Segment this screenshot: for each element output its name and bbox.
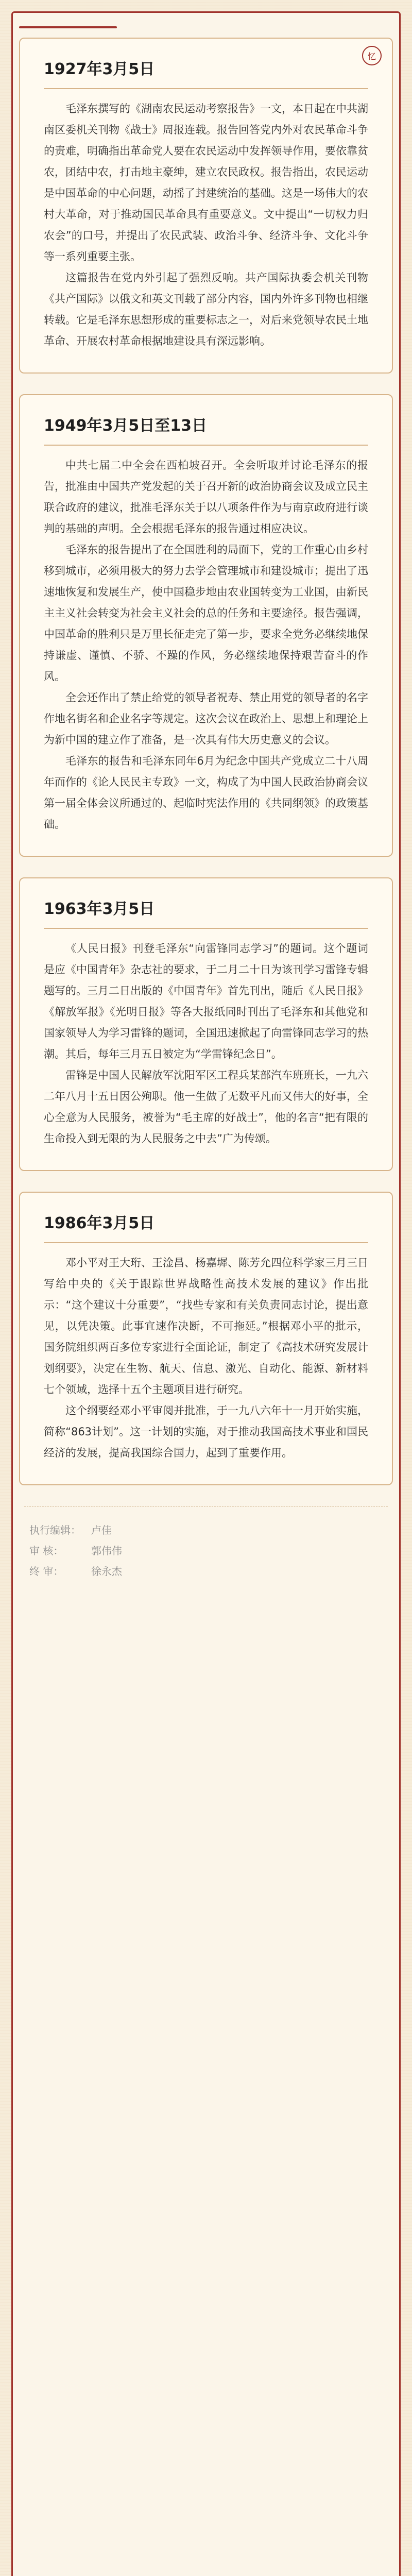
entry-date: 1963年3月5日 xyxy=(44,892,368,929)
entry-paragraph: 毛泽东撰写的《湖南农民运动考察报告》一文，本日起在中共湖南区委机关刊物《战士》周报连载。报告回答党内外对农民革命斗争的责难，明确指出革命党人要在农民运动中发挥领导作用，要依靠贫农，团结中农，打击地主豪绅，建立农民政权。报告指出，农民运动是中国革命的中心问题，动摇了封建统治的基础。这是一场伟大的农村大革命，对于推动国民革命具有重要意义。文中提出“一切权力归农会”的口号，并提出了农民武装、政治斗争、经济斗争、文化斗争等一系列重要主张。 xyxy=(44,103,368,263)
credit-label: 执行编辑： xyxy=(29,1524,81,1536)
entry-paragraph: 这个纲要经邓小平审阅并批准，于一九八六年十一月开始实施，简称“863计划”。这一计划的实施，对于推动我国高技术事业和国民经济的发展，提高我国综合国力，起到了重要作用。 xyxy=(44,1404,368,1459)
credit-label: 审 核： xyxy=(29,1545,64,1557)
entry-paragraph: 这篇报告在党内外引起了强烈反响。共产国际执委会机关刊物《共产国际》以俄文和英文刊载了部分内容，国内外许多刊物也相继转载。它是毛泽东思想形成的重要标志之一，对后来党领导农民土地革命、开展农村革命根据地建设具有深远影响。 xyxy=(44,272,368,347)
entry-paragraph: 毛泽东的报告和毛泽东同年6月为纪念中国共产党成立二十八周年而作的《论人民民主专政》一文，构成了为中国人民政治协商会议第一届全体会议所通过的、起临时宪法作用的《共同纲领》的政策基础。 xyxy=(44,755,368,831)
entry-paragraph: 雷锋是中国人民解放军沈阳军区工程兵某部汽车班班长，一九六二年八月十五日因公殉职。他一生做了无数平凡而又伟大的好事，全心全意为人民服务，被誉为“毛主席的好战士”，他的名言“把有限的生命投入到无限的为人民服务之中去”广为传颂。 xyxy=(44,1069,368,1145)
entry-paragraph: 邓小平对王大珩、王淦昌、杨嘉墀、陈芳允四位科学家三月三日写给中央的《关于跟踪世界战略性高技术发展的建议》作出批示：“这个建议十分重要”，“找些专家和有关负责同志讨论，提出意见，以凭决策。此事宜速作决断，不可拖延。”根据邓小平的批示，国务院组织两百多位专家进行全面论证，制定了《高技术研究发展计划纲要》，决定在生物、航天、信息、激光、自动化、能源、新材料七个领域，选择十五个主题项目进行研究。 xyxy=(44,1257,368,1396)
credit-value: 郭伟伟 xyxy=(91,1545,122,1557)
entry-date: 1949年3月5日至13日 xyxy=(44,409,368,446)
entry-paragraph: 毛泽东的报告提出了在全国胜利的局面下，党的工作重心由乡村移到城市，必须用极大的努力去学会管理城市和建设城市；提出了迅速地恢复和发展生产，使中国稳步地由农业国转变为工业国，由新民主主义社会转变为社会主义社会的总的任务和主要途径。报告强调，中国革命的胜利只是万里长征走完了第一步，要求全党务必继续地保持谦虚、谨慎、不骄、不躁的作风，务必继续地保持艰苦奋斗的作风。 xyxy=(44,544,368,683)
entry-paragraph: 中共七届二中全会在西柏坡召开。全会听取并讨论毛泽东的报告，批准由中国共产党发起的关于召开新的政治协商会议及成立民主联合政府的建议，批准毛泽东关于以八项条件作为与南京政府进行谈判的基础的声明。全会根据毛泽东的报告通过相应决议。 xyxy=(44,459,368,535)
entry-date: 1986年3月5日 xyxy=(44,1206,368,1243)
history-entry-1927 xyxy=(19,38,393,374)
entry-paragraph: 《人民日报》刊登毛泽东“向雷锋同志学习”的题词。这个题词是应《中国青年》杂志社的要求，于二月二十日为该刊学习雷锋专辑题写的。三月二日出版的《中国青年》首先刊出，随后《人民日报》《解放军报》《光明日报》等各大报纸同时刊出了毛泽东和其他党和国家领导人为学习雷锋的题词，全国迅速掀起了向雷锋同志学习的热潮。其后，每年三月五日被定为“学雷锋纪念日”。 xyxy=(44,942,368,1060)
credit-label: 终 审： xyxy=(29,1565,64,1578)
credit-value: 卢佳 xyxy=(91,1524,112,1536)
entry-date: 1927年3月5日 xyxy=(44,52,368,89)
history-entry-1949 xyxy=(19,394,393,857)
seal-icon: 忆 xyxy=(362,46,382,65)
history-entry-1986 xyxy=(19,1192,393,1485)
credit-row-reviewer xyxy=(29,1540,383,1561)
frame-top-decoration xyxy=(19,17,393,38)
credits xyxy=(24,1506,388,1587)
article-frame xyxy=(11,11,401,2576)
credit-row-editor xyxy=(29,1520,383,1540)
history-entry-1963 xyxy=(19,877,393,1171)
credit-row-final-reviewer xyxy=(29,1561,383,1582)
entry-paragraph: 全会还作出了禁止给党的领导者祝寿、禁止用党的领导者的名字作地名街名和企业名字等规定。这次会议在政治上、思想上和理论上为新中国的建立作了准备，是一次具有伟大历史意义的会议。 xyxy=(44,691,368,746)
credit-value: 徐永杰 xyxy=(91,1565,122,1578)
frame-top-bar xyxy=(19,26,117,28)
